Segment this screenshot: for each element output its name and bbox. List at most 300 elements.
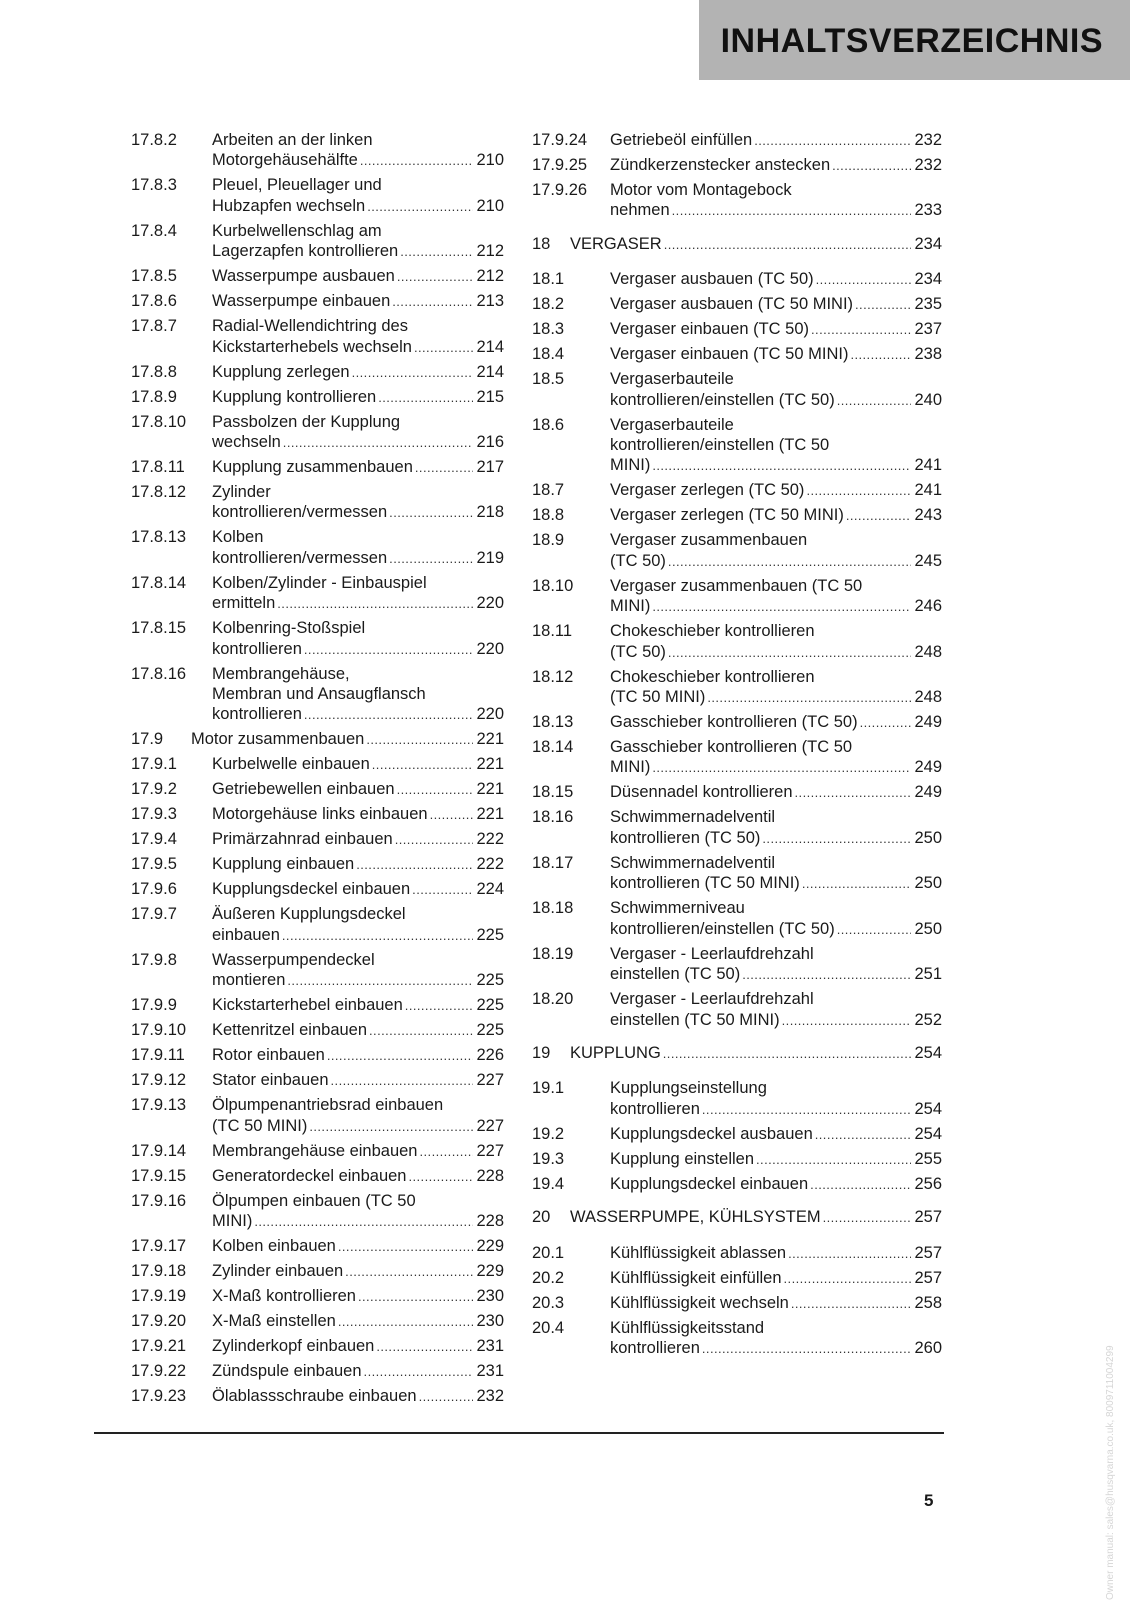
toc-entry[interactable]	[131, 362, 504, 383]
toc-entry-title-line: Motor zusammenbauen	[191, 730, 365, 749]
toc-entry[interactable]	[131, 664, 504, 726]
dot-leader	[356, 854, 473, 875]
toc-left-column	[131, 130, 504, 1411]
toc-entry-number: 17.8.7	[131, 317, 177, 336]
toc-entry-title-line: Kolben	[212, 528, 264, 547]
toc-entry-body	[610, 155, 942, 176]
toc-entry[interactable]	[131, 754, 504, 775]
toc-entry[interactable]	[131, 779, 504, 800]
dot-leader	[832, 155, 911, 176]
dot-leader	[327, 1045, 474, 1066]
toc-entry-title-line: Kupplung kontrollieren	[212, 387, 377, 406]
toc-entry-final-line	[212, 829, 504, 850]
toc-entry-page: 220	[476, 639, 504, 658]
toc-entry-number: 18.3	[532, 320, 565, 339]
toc-entry[interactable]	[131, 266, 504, 287]
toc-entry-title-line: Arbeiten an der linken	[212, 131, 373, 149]
toc-entry-body	[610, 1293, 942, 1314]
toc-entry-title-line: Schwimmernadelventil	[610, 853, 776, 872]
toc-entry-title-line: Hubzapfen wechseln	[212, 196, 366, 215]
dot-leader	[331, 1070, 474, 1091]
toc-entry-title-line: Wasserpumpe ausbauen	[212, 267, 395, 286]
toc-entry[interactable]	[532, 130, 942, 151]
toc-entry-page: 255	[914, 1149, 942, 1168]
toc-entry[interactable]	[131, 1361, 504, 1382]
dot-leader	[668, 642, 912, 663]
toc-entry-number: 19.1	[532, 1079, 565, 1098]
toc-entry-final-line	[212, 995, 504, 1016]
toc-entry-number: 17.9.20	[131, 1312, 187, 1331]
toc-entry-page: 249	[914, 713, 942, 732]
toc-entry[interactable]	[532, 180, 942, 222]
toc-entry-title-line: einstellen (TC 50 MINI)	[610, 1010, 780, 1029]
toc-entry[interactable]	[131, 879, 504, 900]
toc-entry-title-line: Vergaserbauteile	[610, 370, 734, 389]
toc-entry-title-line: Kolbenring-Stoßspiel	[212, 619, 366, 638]
toc-entry[interactable]	[131, 527, 504, 569]
toc-entry-number: 18.20	[532, 990, 574, 1009]
toc-entry-number: 17.8.9	[131, 387, 177, 406]
toc-entry[interactable]	[532, 989, 942, 1031]
toc-entry[interactable]	[131, 482, 504, 524]
toc-entry-title-line: (TC 50)	[610, 642, 666, 661]
toc-entry-number: 19	[532, 1043, 551, 1062]
toc-entry-page: 240	[914, 390, 942, 409]
toc-entry-body	[212, 1361, 504, 1382]
toc-entry-body	[212, 904, 504, 946]
toc-entry-title-line: Kurbelwellenschlag am	[212, 221, 382, 240]
toc-entry-body	[610, 712, 942, 733]
toc-entry[interactable]	[131, 1020, 504, 1041]
toc-entry-final-line	[610, 294, 942, 315]
toc-entry-title-line: Kupplung einstellen	[610, 1149, 755, 1168]
toc-entry-final-line	[212, 196, 504, 217]
toc-entry[interactable]	[532, 505, 942, 526]
toc-entry-page: 250	[914, 919, 942, 938]
toc-entry[interactable]	[532, 853, 942, 895]
toc-entry-body	[212, 221, 504, 263]
toc-entry-page: 257	[914, 1208, 942, 1227]
toc-entry-page: 249	[914, 783, 942, 802]
toc-entry-title-line: Kupplungseinstellung	[610, 1079, 767, 1098]
toc-entry-final-line	[212, 879, 504, 900]
toc-entry[interactable]	[532, 1078, 942, 1120]
toc-entry-title-line: Getriebewellen einbauen	[212, 780, 395, 799]
toc-entry-body	[212, 316, 504, 358]
toc-entry-final-line	[212, 1286, 504, 1307]
toc-entry-final-line	[570, 1043, 942, 1064]
toc-entry-title-line: MINI)	[212, 1212, 253, 1231]
toc-entry[interactable]	[131, 995, 504, 1016]
toc-entry[interactable]	[131, 387, 504, 408]
toc-entry-page: 234	[914, 270, 942, 289]
toc-entry-final-line	[212, 1236, 504, 1257]
toc-entry[interactable]	[131, 829, 504, 850]
toc-entry-page: 226	[476, 1046, 504, 1065]
toc-entry-number: 17.9.9	[131, 996, 177, 1015]
toc-entry-page: 241	[914, 456, 942, 475]
toc-entry-final-line	[610, 551, 942, 572]
toc-entry[interactable]	[532, 621, 942, 663]
toc-entry-page: 210	[476, 151, 504, 170]
toc-entry[interactable]	[532, 667, 942, 709]
toc-entry-title-line: kontrollieren (TC 50)	[610, 828, 761, 847]
page-number: 5	[924, 1491, 934, 1510]
dot-leader	[762, 828, 911, 849]
toc-entry-page: 222	[476, 830, 504, 849]
toc-entry-number: 17.9.24	[532, 131, 588, 149]
toc-entry-final-line	[212, 704, 504, 725]
toc-entry-final-line	[212, 1311, 504, 1332]
dot-leader	[338, 1236, 474, 1257]
toc-entry-title-line: Wasserpumpe einbauen	[212, 292, 391, 311]
toc-entry-number: 18.8	[532, 506, 565, 525]
toc-entry-title-line: Kurbelwelle einbauen	[212, 755, 370, 774]
toc-entry-number: 17.8.8	[131, 362, 177, 381]
page-title: INHALTSVERZEICHNIS	[720, 22, 1103, 60]
dot-leader	[754, 130, 911, 151]
toc-entry[interactable]	[532, 898, 942, 940]
toc-entry[interactable]	[131, 573, 504, 615]
toc-entry[interactable]	[532, 807, 942, 849]
toc-entry[interactable]	[532, 1149, 942, 1170]
toc-entry[interactable]	[532, 415, 942, 477]
dot-leader	[378, 387, 473, 408]
toc-entry-final-line	[212, 1386, 504, 1407]
toc-entry-final-line	[610, 782, 942, 803]
toc-entry[interactable]	[131, 804, 504, 825]
toc-entry[interactable]	[532, 576, 942, 618]
toc-entry[interactable]	[532, 530, 942, 572]
toc-entry-final-line	[191, 729, 504, 750]
toc-entry[interactable]	[532, 737, 942, 779]
toc-entry-number: 17.9.16	[131, 1191, 187, 1210]
toc-entry-final-line	[610, 155, 942, 176]
toc-entry-title-line: Membrangehäuse einbauen	[212, 1141, 418, 1160]
toc-entry-body	[610, 807, 942, 849]
toc-entry[interactable]	[532, 944, 942, 986]
toc-entry-number: 18.6	[532, 415, 565, 434]
dot-leader	[811, 319, 911, 340]
toc-entry-body	[191, 729, 504, 750]
toc-entry[interactable]	[131, 221, 504, 263]
dot-leader	[397, 266, 474, 287]
toc-entry[interactable]	[131, 1166, 504, 1187]
toc-entry[interactable]	[131, 1336, 504, 1357]
toc-entry[interactable]	[532, 269, 942, 290]
toc-entry-title-line: kontrollieren/vermessen	[212, 548, 388, 567]
toc-entry[interactable]	[532, 1243, 942, 1264]
toc-entry-page: 232	[914, 131, 942, 149]
toc-entry-final-line	[610, 828, 942, 849]
toc-entry[interactable]	[532, 1318, 942, 1360]
toc-entry-title-line: kontrollieren/vermessen	[212, 503, 388, 522]
toc-entry-page: 221	[476, 755, 504, 774]
toc-entry-page: 213	[476, 292, 504, 311]
toc-entry-title-line: (TC 50 MINI)	[610, 688, 706, 707]
toc-entry-title-line: Chokeschieber kontrollieren	[610, 667, 815, 686]
toc-entry[interactable]	[532, 369, 942, 411]
toc-entry-body	[610, 621, 942, 663]
toc-entry-final-line	[212, 779, 504, 800]
dot-leader	[420, 1141, 474, 1162]
toc-entry-title-line: Vergaser - Leerlaufdrehzahl	[610, 944, 814, 963]
dot-leader	[855, 294, 911, 315]
toc-entry-title-line: Zylinder	[212, 483, 271, 502]
toc-entry-title-line: kontrollieren	[212, 639, 302, 658]
toc-entry[interactable]	[532, 294, 942, 315]
toc-entry[interactable]	[532, 1268, 942, 1289]
toc-entry-title-line: kontrollieren/einstellen (TC 50)	[610, 390, 835, 409]
toc-entry[interactable]	[532, 344, 942, 365]
toc-entry-page: 221	[476, 730, 504, 749]
toc-entry-title-line: Schwimmernadelventil	[610, 808, 776, 827]
toc-entry-page: 230	[476, 1287, 504, 1306]
dot-leader	[860, 712, 912, 733]
toc-entry-page: 227	[476, 1116, 504, 1135]
toc-entry-title-line: Gasschieber kontrollieren (TC 50)	[610, 713, 858, 732]
toc-entry-title-line: Stator einbauen	[212, 1071, 329, 1090]
toc-entry-number: 20.1	[532, 1243, 565, 1262]
toc-entry[interactable]	[131, 1141, 504, 1162]
toc-entry-title-line: MINI)	[610, 597, 651, 616]
toc-entry[interactable]	[131, 316, 504, 358]
toc-entry-title-line: Passbolzen der Kupplung	[212, 412, 401, 431]
toc-entry[interactable]	[131, 130, 504, 172]
toc-entry-final-line	[610, 1010, 942, 1031]
toc-entry-body	[212, 995, 504, 1016]
dot-leader	[372, 754, 474, 775]
toc-entry-number: 20.4	[532, 1318, 565, 1337]
toc-entry-body	[212, 291, 504, 312]
toc-entry-number: 18.17	[532, 853, 574, 872]
dot-leader	[419, 1386, 474, 1407]
toc-entry[interactable]	[131, 1261, 504, 1282]
dot-leader	[345, 1261, 473, 1282]
dot-leader	[282, 925, 474, 946]
toc-entry-title-line: Vergaser zusammenbauen	[610, 531, 808, 550]
toc-entry-final-line	[610, 919, 942, 940]
toc-entry-body	[212, 1336, 504, 1357]
toc-entry-page: 222	[476, 855, 504, 874]
toc-entry-title-line: kontrollieren/einstellen (TC 50	[610, 436, 830, 455]
toc-entry-final-line	[570, 234, 942, 255]
dot-leader	[352, 362, 474, 383]
toc-entry[interactable]	[131, 618, 504, 660]
toc-entry[interactable]	[532, 1293, 942, 1314]
toc-entry-title-line: Zylinderkopf einbauen	[212, 1337, 375, 1356]
toc-entry-title-line: Rotor einbauen	[212, 1046, 325, 1065]
toc-entry-body	[610, 130, 942, 151]
toc-entry-final-line	[610, 480, 942, 501]
toc-entry-number: 17.8.2	[131, 131, 177, 149]
toc-entry[interactable]	[131, 854, 504, 875]
dot-leader	[810, 1174, 911, 1195]
toc-entry-title-line: Kickstarterhebel einbauen	[212, 996, 403, 1015]
toc-entry-title-line: Kolben/Zylinder - Einbauspiel	[212, 573, 427, 592]
toc-entry-page: 214	[476, 362, 504, 381]
toc-entry-number: 17.9.22	[131, 1362, 187, 1381]
toc-entry-final-line	[212, 1336, 504, 1357]
toc-entry-final-line	[212, 804, 504, 825]
toc-entry-body	[212, 1095, 504, 1137]
header-box	[699, 0, 1130, 80]
toc-entry[interactable]	[532, 782, 942, 803]
toc-entry[interactable]	[131, 1191, 504, 1233]
toc-entry[interactable]	[131, 1070, 504, 1091]
toc-entry-final-line	[212, 1070, 504, 1091]
toc-entry-body	[212, 457, 504, 478]
toc-entry[interactable]	[131, 1386, 504, 1407]
dot-leader	[392, 291, 473, 312]
toc-entry[interactable]	[131, 1095, 504, 1137]
toc-entry-title-line: Ölpumpen einbauen (TC 50	[212, 1191, 416, 1210]
toc-entry-body	[610, 415, 942, 477]
toc-entry-body	[610, 667, 942, 709]
toc-entry[interactable]	[131, 1236, 504, 1257]
dot-leader	[412, 879, 473, 900]
toc-entry-title-line: Vergaser einbauen (TC 50)	[610, 320, 810, 339]
dot-leader	[376, 1336, 473, 1357]
side-watermark: Owner manual: sales@husqvarna.co.uk, 8009711004299	[1105, 1345, 1116, 1600]
toc-entry-body	[610, 344, 942, 365]
toc-entry-page: 245	[914, 551, 942, 570]
toc-entry-number: 17.8.12	[131, 483, 187, 502]
dot-leader	[430, 804, 474, 825]
toc-entry-title-line: VERGASER	[570, 234, 662, 253]
dot-leader	[788, 1243, 911, 1264]
toc-entry-number: 18.15	[532, 783, 574, 802]
toc-entry-final-line	[610, 642, 942, 663]
toc-entry-body	[212, 412, 504, 454]
toc-entry-page: 232	[476, 1387, 504, 1406]
toc-entry-title-line: X-Maß einstellen	[212, 1312, 336, 1331]
toc-entry[interactable]	[131, 1311, 504, 1332]
toc-entry-number: 17.9.23	[131, 1387, 187, 1406]
toc-entry[interactable]	[131, 729, 504, 750]
toc-entry-final-line	[212, 241, 504, 262]
dot-leader	[366, 729, 473, 750]
toc-entry-page: 249	[914, 758, 942, 777]
toc-entry-number: 17.9.7	[131, 905, 177, 924]
toc-entry-page: 231	[476, 1337, 504, 1356]
toc-entry-title-line: Zündspule einbauen	[212, 1362, 362, 1381]
toc-entry-page: 248	[914, 642, 942, 661]
toc-entry-page: 258	[914, 1293, 942, 1312]
toc-entry[interactable]	[532, 1174, 942, 1195]
toc-entry-page: 237	[914, 320, 942, 339]
toc-entry-body	[610, 1149, 942, 1170]
dot-leader	[816, 269, 912, 290]
toc-entry-title-line: Kupplungsdeckel ausbauen	[610, 1124, 813, 1143]
toc-entry-number: 17.9.3	[131, 805, 177, 824]
toc-entry[interactable]	[131, 412, 504, 454]
toc-entry-body	[212, 618, 504, 660]
toc-entry[interactable]	[532, 1124, 942, 1145]
toc-entry[interactable]	[532, 234, 942, 255]
toc-entry-page: 257	[914, 1268, 942, 1287]
toc-entry[interactable]	[532, 319, 942, 340]
toc-entry-page: 214	[476, 337, 504, 356]
dot-leader	[652, 757, 911, 778]
toc-entry-title-line: kontrollieren (TC 50 MINI)	[610, 874, 800, 893]
toc-entry-number: 17.9.18	[131, 1262, 187, 1281]
toc-entry-number: 18.2	[532, 295, 565, 314]
toc-entry-final-line	[610, 1149, 942, 1170]
toc-entry[interactable]	[532, 1207, 942, 1228]
toc-entry-body	[610, 1078, 942, 1120]
toc-entry-number: 20	[532, 1208, 551, 1227]
dot-leader	[756, 1149, 911, 1170]
toc-entry-title-line: einstellen (TC 50)	[610, 965, 741, 984]
dot-leader	[304, 704, 474, 725]
toc-entry[interactable]	[131, 1045, 504, 1066]
dot-leader	[304, 639, 474, 660]
dot-leader	[415, 457, 474, 478]
toc-entry-final-line	[610, 596, 942, 617]
dot-leader	[846, 505, 912, 526]
toc-entry-body	[610, 294, 942, 315]
dot-leader	[784, 1268, 912, 1289]
toc-entry-final-line	[212, 548, 504, 569]
toc-entry-page: 231	[476, 1362, 504, 1381]
dot-leader	[395, 829, 474, 850]
toc-entry-title-line: (TC 50 MINI)	[212, 1116, 308, 1135]
toc-entry-page: 234	[914, 234, 942, 253]
toc-entry-title-line: Vergaser einbauen (TC 50 MINI)	[610, 345, 849, 364]
toc-entry[interactable]	[532, 1043, 942, 1064]
toc-entry-number: 17.9.8	[131, 950, 177, 969]
toc-entry-title-line: Kühlflüssigkeit wechseln	[610, 1293, 789, 1312]
dot-leader	[782, 1010, 912, 1031]
toc-entry[interactable]	[532, 155, 942, 176]
toc-entry[interactable]	[131, 291, 504, 312]
toc-entry-final-line	[212, 639, 504, 660]
toc-entry-page: 257	[914, 1243, 942, 1262]
toc-entry[interactable]	[532, 712, 942, 733]
toc-entry-number: 17.8.14	[131, 573, 187, 592]
toc-entry-body	[570, 234, 942, 255]
toc-entry-title-line: Kühlflüssigkeitsstand	[610, 1318, 765, 1337]
toc-entry-number: 17.9.10	[131, 1021, 187, 1040]
toc-entry[interactable]	[131, 1286, 504, 1307]
toc-entry[interactable]	[131, 457, 504, 478]
dot-leader	[837, 919, 912, 940]
dot-leader	[702, 1099, 912, 1120]
toc-entry-number: 19.4	[532, 1174, 565, 1193]
toc-entry-body	[212, 387, 504, 408]
toc-entry[interactable]	[532, 480, 942, 501]
toc-entry-title-line: Vergaser zerlegen (TC 50)	[610, 481, 805, 500]
toc-entry-number: 17.9.17	[131, 1237, 187, 1256]
toc-entry-body	[212, 1141, 504, 1162]
toc-entry-body	[610, 1174, 942, 1195]
dot-leader	[309, 1116, 473, 1137]
toc-entry-number: 18.11	[532, 622, 573, 641]
toc-entry-page: 218	[476, 503, 504, 522]
dot-leader	[837, 390, 912, 411]
toc-entry[interactable]	[131, 904, 504, 946]
toc-entry[interactable]	[131, 950, 504, 992]
toc-entry-title-line: Kühlflüssigkeit einfüllen	[610, 1268, 782, 1287]
toc-entry-number: 18.9	[532, 531, 565, 550]
toc-entry-title-line: Vergaser - Leerlaufdrehzahl	[610, 990, 814, 1009]
toc-entry-number: 17.9.5	[131, 855, 177, 874]
toc-entry[interactable]	[131, 175, 504, 217]
dot-leader	[369, 1020, 473, 1041]
toc-entry-title-line: Membran und Ansaugflansch	[212, 685, 426, 704]
dot-leader	[707, 687, 911, 708]
